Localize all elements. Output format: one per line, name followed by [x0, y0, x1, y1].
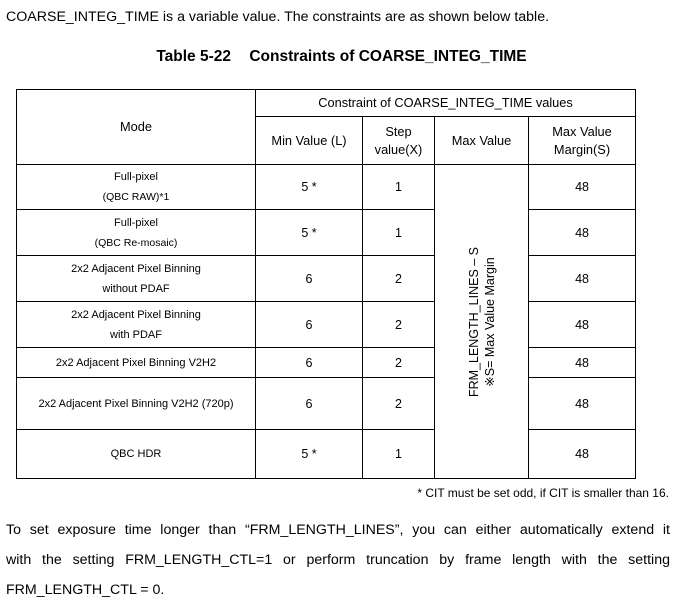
max-value-line1: FRM_LENGTH_LINES – S: [466, 246, 481, 397]
paragraph-line: with the setting FRM_LENGTH_CTL=1 or perform truncation by frame length with the setting: [6, 552, 670, 568]
table-row: [17, 430, 636, 479]
table-caption: [0, 48, 683, 66]
min-value-cell: 6: [256, 302, 363, 348]
margin-cell: 48: [529, 378, 636, 430]
margin-cell: 48: [529, 165, 636, 210]
step-header-line1: Step: [385, 123, 412, 139]
mode-line1: 2x2 Adjacent Pixel Binning: [71, 262, 201, 275]
paragraph-line: To set exposure time longer than “FRM_LENGTH_LINES”, you can either automatically extend it: [6, 522, 670, 538]
paragraph-line: FRM_LENGTH_CTL = 0.: [6, 582, 165, 598]
max-margin-header: [529, 117, 636, 165]
constraint-group-header: Constraint of COARSE_INTEG_TIME values: [256, 90, 636, 117]
margin-header-line2: Margin(S): [553, 141, 611, 157]
max-value-header: Max Value: [435, 117, 529, 165]
step-value-header: [363, 117, 435, 165]
table-row: [17, 165, 636, 210]
step-header-line2: value(X): [374, 141, 423, 157]
table-title: Constraints of COARSE_INTEG_TIME: [249, 48, 527, 65]
table-row: [17, 256, 636, 302]
min-value-cell: 5 *: [256, 165, 363, 210]
min-value-cell: 6: [256, 256, 363, 302]
table-row: [17, 348, 636, 378]
max-value-line2: ※S= Max Value Margin: [482, 256, 497, 387]
mode-cell: [17, 302, 256, 348]
mode-line1: Full-pixel: [113, 171, 158, 183]
table-footnote: * CIT must be set odd, if CIT is smaller than 16.: [417, 486, 669, 500]
margin-cell: 48: [529, 348, 636, 378]
mode-line2: with PDAF: [110, 328, 162, 341]
margin-cell: 48: [529, 256, 636, 302]
mode-line2: without PDAF: [102, 282, 170, 295]
min-value-cell: 6: [256, 348, 363, 378]
step-value-cell: 2: [363, 378, 435, 430]
min-value-cell: 6: [256, 378, 363, 430]
max-value-cell: [435, 165, 529, 479]
table-row: [17, 302, 636, 348]
max-value-formula: [466, 246, 498, 396]
table-number: Table 5-22: [156, 48, 232, 65]
mode-line1: Full-pixel: [113, 216, 158, 229]
margin-cell: 48: [529, 430, 636, 479]
mode-cell: [17, 165, 256, 210]
table-row: [17, 378, 636, 430]
step-value-cell: 1: [363, 430, 435, 479]
min-value-cell: 5 *: [256, 430, 363, 479]
mode-cell: 2x2 Adjacent Pixel Binning V2H2: [17, 348, 256, 378]
mode-header: Mode: [17, 90, 256, 165]
mode-cell: [17, 256, 256, 302]
step-value-cell: 2: [363, 256, 435, 302]
mode-cell: QBC HDR: [17, 430, 256, 479]
mode-cell: [17, 210, 256, 256]
mode-line1: 2x2 Adjacent Pixel Binning: [71, 308, 201, 321]
exposure-paragraph: [6, 515, 670, 605]
margin-cell: 48: [529, 302, 636, 348]
intro-text: COARSE_INTEG_TIME is a variable value. The constraints are as shown below table.: [6, 9, 550, 25]
mode-cell: 2x2 Adjacent Pixel Binning V2H2 (720p): [17, 378, 256, 430]
min-value-cell: 5 *: [256, 210, 363, 256]
margin-cell: 48: [529, 210, 636, 256]
mode-line2: (QBC Re-mosaic): [94, 236, 178, 249]
min-value-header: Min Value (L): [256, 117, 363, 165]
margin-header-line1: Max Value: [552, 123, 612, 139]
step-value-cell: 2: [363, 348, 435, 378]
step-value-cell: 1: [363, 210, 435, 256]
step-value-cell: 2: [363, 302, 435, 348]
mode-line2: (QBC RAW)*1: [102, 191, 170, 203]
constraints-table: [16, 89, 636, 479]
table-row: [17, 210, 636, 256]
step-value-cell: 1: [363, 165, 435, 210]
